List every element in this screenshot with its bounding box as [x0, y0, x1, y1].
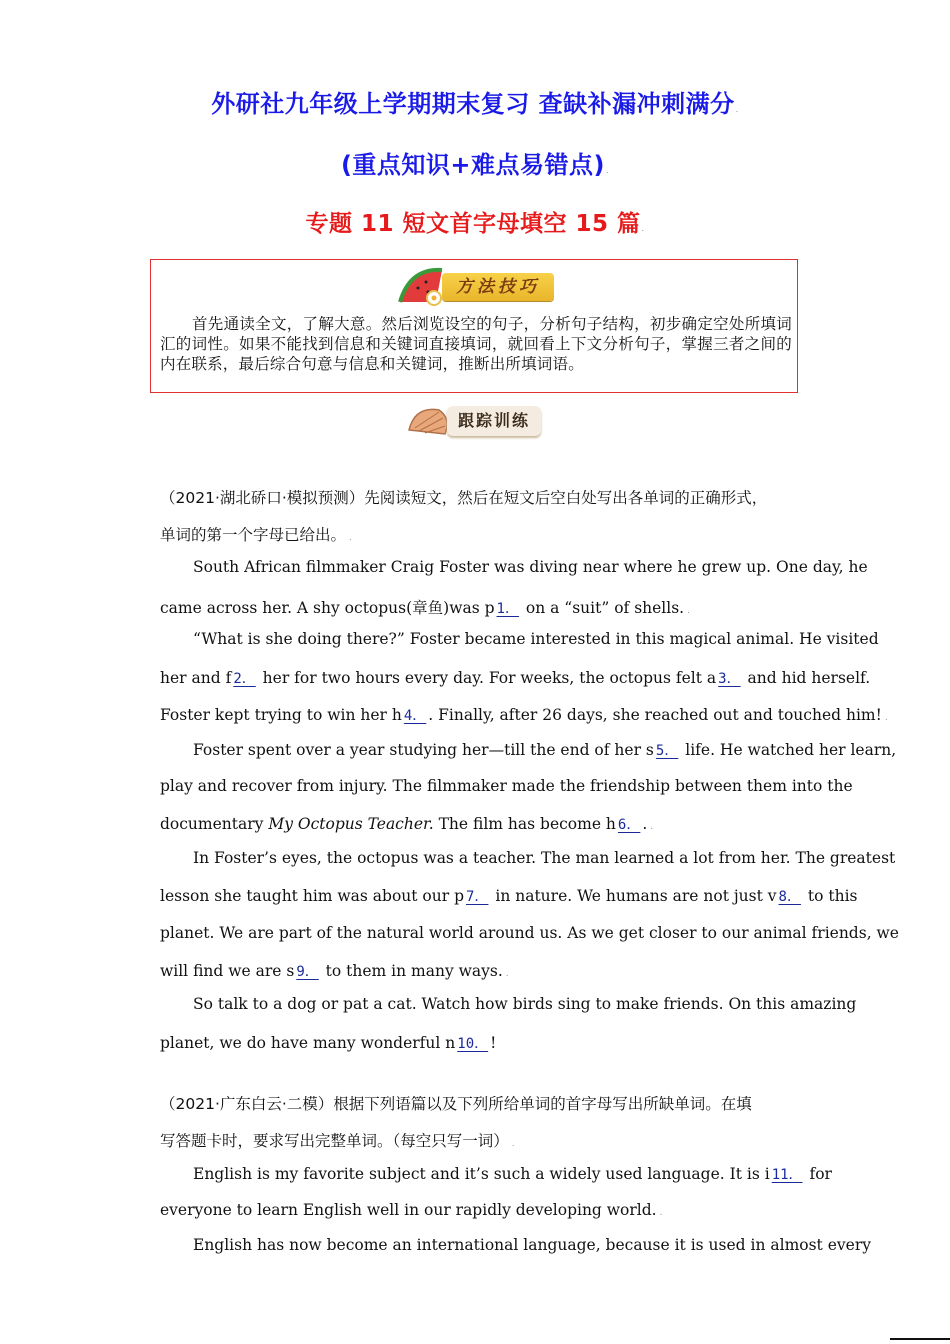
- passage2-instruction-line2: 写答题卡时，要求写出完整单词。（每空只写一词） .: [160, 1132, 515, 1150]
- method-badge: 方法技巧: [442, 273, 554, 301]
- paragraph-line: came across her. A shy octopus(章鱼)was p 1． on a “suit” of shells. .: [160, 599, 690, 617]
- blank-3[interactable]: 3．: [718, 671, 741, 687]
- passage1-instruction-line2: 单词的第一个字母已给出。 .: [160, 526, 352, 544]
- page-edge-rule: [890, 1338, 950, 1340]
- blank-6[interactable]: 6．: [617, 817, 641, 833]
- blank-11[interactable]: 11．: [771, 1167, 803, 1183]
- subtitle: (重点知识+难点易错点).: [340, 151, 610, 179]
- blank-7[interactable]: 7．: [466, 889, 489, 905]
- passage1-instruction-line1: （2021·湖北硚口·模拟预测）先阅读短文，然后在短文后空白处写出各单词的正确形式，: [160, 489, 768, 507]
- blank-8[interactable]: 8．: [778, 889, 801, 905]
- paragraph-line: So talk to a dog or pat a cat. Watch how birds sing to make friends. On this amazing: [193, 995, 857, 1013]
- blank-9[interactable]: 9．: [296, 964, 319, 980]
- practice-badge: 跟踪训练: [447, 406, 541, 436]
- method-text: 首先通读全文，了解大意。然后浏览设空的句子，分析句子结构，初步确定空处所填词汇的词性。如果不能找到信息和关键词直接填词，就回看上下文分析句子，掌握三者之间的内在联系，最后综合句意与信息和关键词，推断出所填词语。: [160, 315, 792, 373]
- paragraph-line: will find we are s 9． to them in many ways. .: [160, 962, 509, 980]
- paragraph-line: “What is she doing there?” Foster became interested in this magical animal. He visited: [193, 630, 879, 648]
- paragraph-line: lesson she taught him was about our p 7． in nature. We humans are not just v 8． to this: [160, 887, 858, 905]
- paragraph-line: play and recover from injury. The filmmaker made the friendship between them into the: [160, 777, 853, 795]
- blank-10[interactable]: 10．: [457, 1036, 489, 1052]
- paragraph-line: planet. We are part of the natural world around us. As we get closer to our animal friends, we: [160, 924, 899, 942]
- passage2-instruction-line1: （2021·广东白云·二模）根据下列语篇以及下列所给单词的首字母写出所缺单词。在填: [160, 1095, 752, 1113]
- topic-title: 专题 11 短文首字母填空 15 篇.: [305, 211, 645, 237]
- paragraph-line: her and f 2． her for two hours every day. For weeks, the octopus felt a 3． and hid herself.: [160, 669, 871, 687]
- paragraph-line: documentary My Octopus Teacher. The film has become h 6． . .: [160, 815, 654, 833]
- blank-1[interactable]: 1．: [496, 601, 519, 617]
- paragraph-line: Foster spent over a year studying her—till the end of her s 5． life. He watched her learn,: [193, 741, 897, 759]
- paragraph-line: everyone to learn English well in our rapidly developing world. .: [160, 1201, 663, 1219]
- paragraph-line: English has now become an international language, because it is used in almost every: [193, 1236, 871, 1254]
- paragraph-line: planet, we do have many wonderful n 10． !: [160, 1034, 497, 1052]
- paragraph-line: South African filmmaker Craig Foster was diving near where he grew up. One day, he: [193, 558, 868, 576]
- blank-5[interactable]: 5．: [655, 743, 679, 759]
- paragraph-line: English is my favorite subject and it’s such a widely used language. It is i 11． for: [193, 1165, 832, 1183]
- blank-2[interactable]: 2．: [233, 671, 256, 687]
- blank-4[interactable]: 4．: [403, 708, 427, 724]
- paragraph-line: Foster kept trying to win her h 4． . Finally, after 26 days, she reached out and touched him! .: [160, 706, 888, 724]
- main-title: 外研社九年级上学期期末复习 查缺补漏冲刺满分.: [211, 90, 739, 118]
- paragraph-line: In Foster’s eyes, the octopus was a teacher. The man learned a lot from her. The greatest: [193, 849, 896, 867]
